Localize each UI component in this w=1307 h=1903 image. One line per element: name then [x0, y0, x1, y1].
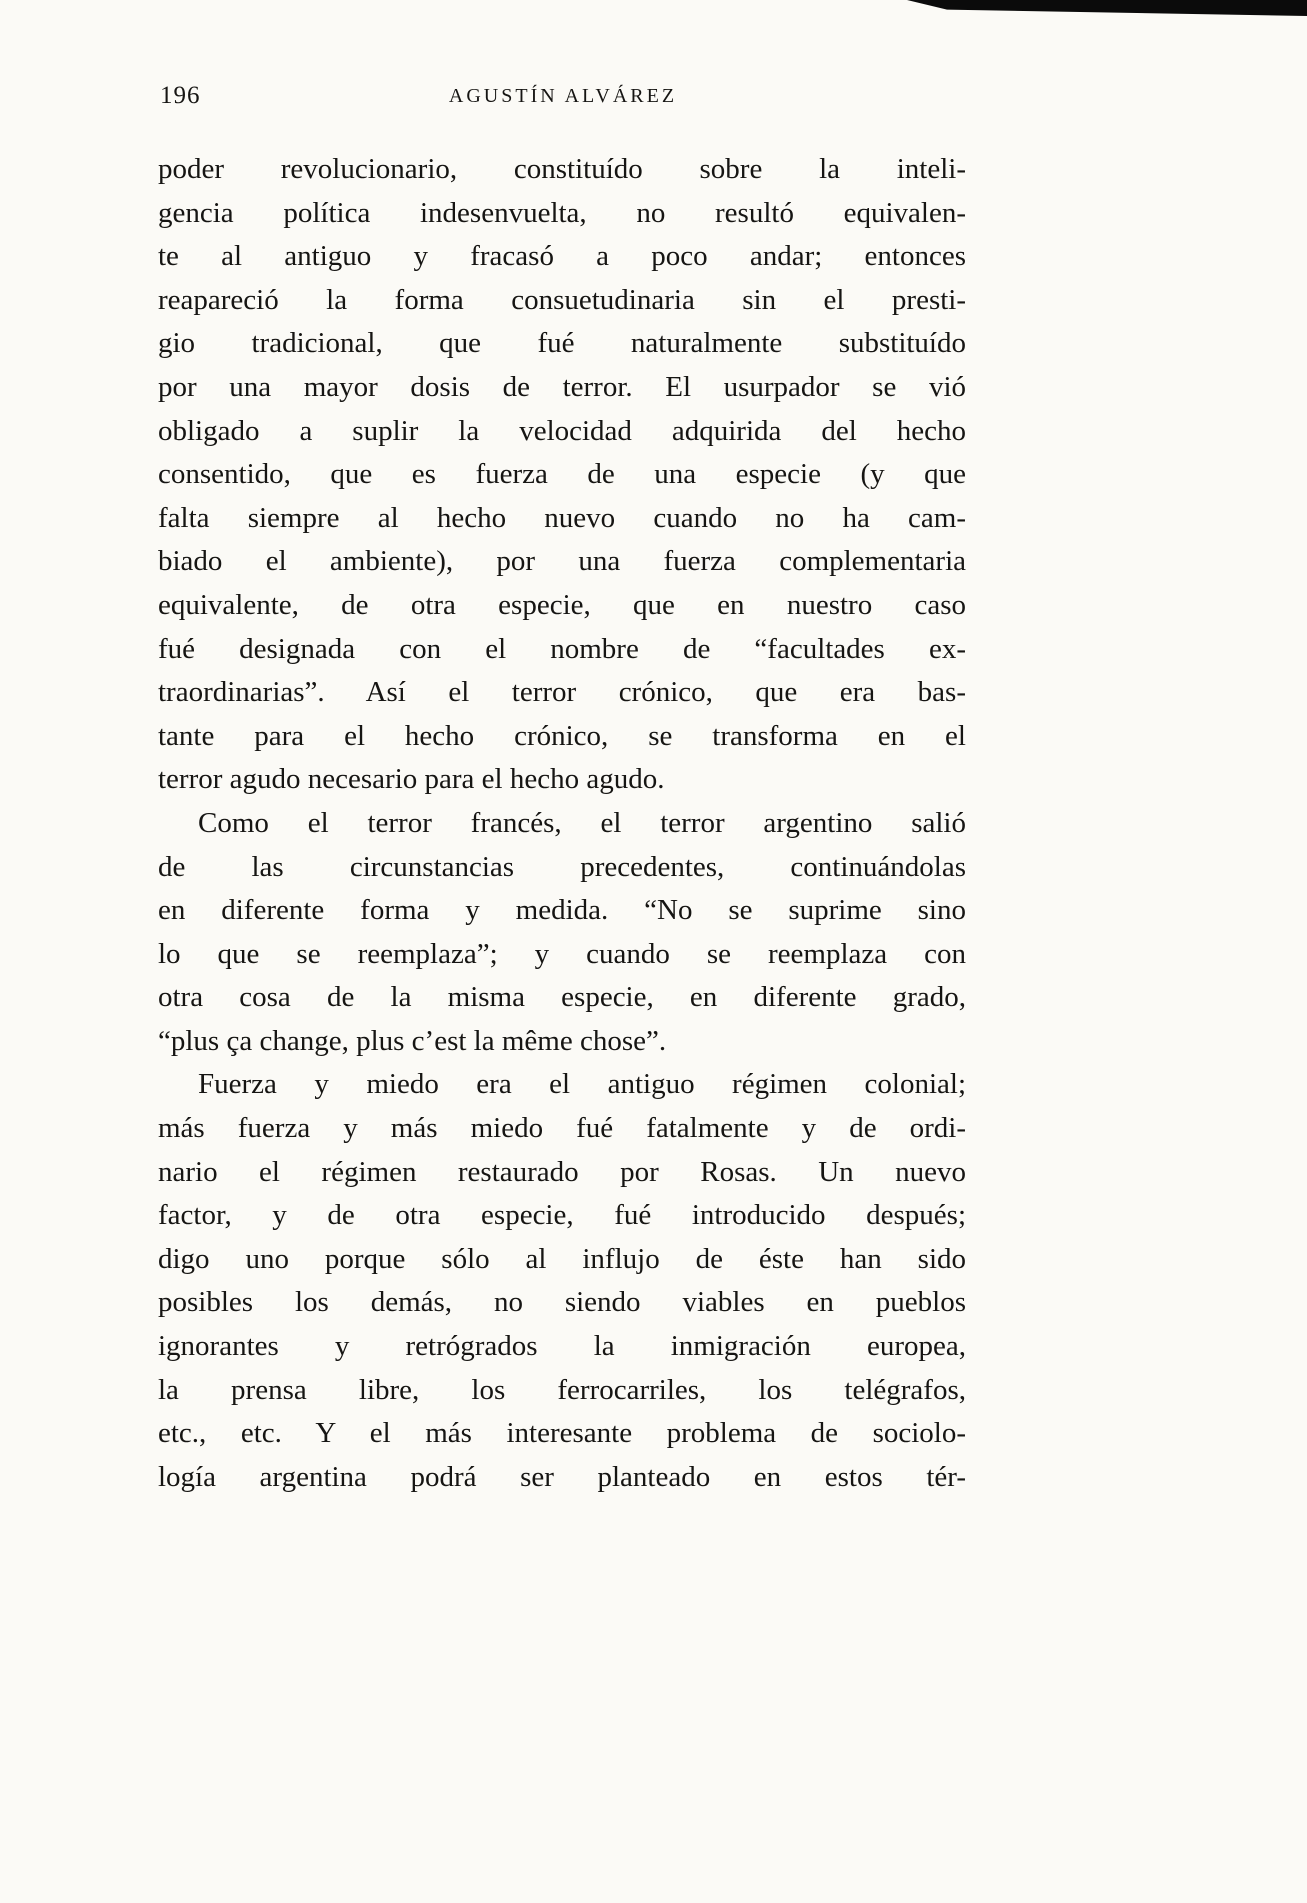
text-line: factor, y de otra especie, fué introducido después; — [158, 1199, 966, 1232]
paragraph — [158, 1063, 966, 1499]
text-line: de las circunstancias precedentes, continuándolas — [158, 850, 966, 883]
text-line: gio tradicional, que fué naturalmente substituído — [158, 327, 966, 360]
text-line: nario el régimen restaurado por Rosas. Un nuevo — [158, 1155, 966, 1188]
text-line: logía argentina podrá ser planteado en estos tér- — [158, 1460, 966, 1493]
text-line: terror agudo necesario para el hecho agudo. — [158, 763, 665, 796]
text-line: posibles los demás, no siendo viables en pueblos — [158, 1286, 966, 1319]
page-number: 196 — [160, 82, 201, 109]
text-line: Como el terror francés, el terror argentino salió — [198, 806, 966, 839]
paragraph — [158, 802, 966, 1064]
text-line: obligado a suplir la velocidad adquirida del hecho — [158, 414, 966, 447]
text-line: Fuerza y miedo era el antiguo régimen colonial; — [198, 1068, 966, 1101]
text-line: por una mayor dosis de terror. El usurpador se vió — [158, 370, 966, 403]
text-line: reapareció la forma consuetudinaria sin el presti- — [158, 283, 966, 316]
text-line: poder revolucionario, constituído sobre la inteli- — [158, 153, 966, 185]
text-line: gencia política indesenvuelta, no resultó equivalen- — [158, 196, 966, 229]
scan-corner-artifact — [907, 0, 1307, 16]
text-line: te al antiguo y fracasó a poco andar; entonces — [158, 240, 966, 273]
text-line: ignorantes y retrógrados la inmigración europea, — [158, 1330, 966, 1363]
text-line: digo uno porque sólo al influjo de éste han sido — [158, 1242, 966, 1275]
text-line: en diferente forma y medida. “No se suprime sino — [158, 894, 966, 927]
text-line: biado el ambiente), por una fuerza complementaria — [158, 545, 966, 578]
text-line: etc., etc. Y el más interesante problema de sociolo- — [158, 1417, 966, 1450]
page-body — [158, 148, 966, 1499]
running-header — [160, 82, 966, 116]
text-line: la prensa libre, los ferrocarriles, los telégrafos, — [158, 1373, 966, 1406]
text-line: “plus ça change, plus c’est la même chose”. — [158, 1024, 667, 1057]
text-line: traordinarias”. Así el terror crónico, que era bas- — [158, 676, 966, 709]
text-line: otra cosa de la misma especie, en diferente grado, — [158, 981, 966, 1014]
text-line: más fuerza y más miedo fué fatalmente y de ordi- — [158, 1112, 966, 1145]
text-line: lo que se reemplaza”; y cuando se reemplaza con — [158, 937, 966, 970]
text-line: falta siempre al hecho nuevo cuando no ha cam- — [158, 501, 966, 534]
paragraph — [158, 148, 966, 802]
text-line: tante para el hecho crónico, se transforma en el — [158, 719, 966, 752]
text-line: equivalente, de otra especie, que en nuestro caso — [158, 588, 966, 621]
text-line: fué designada con el nombre de “facultades ex- — [158, 632, 966, 665]
text-line: consentido, que es fuerza de una especie (y que — [158, 458, 966, 491]
running-head-title: AGUSTÍN ALVÁREZ — [448, 85, 678, 107]
